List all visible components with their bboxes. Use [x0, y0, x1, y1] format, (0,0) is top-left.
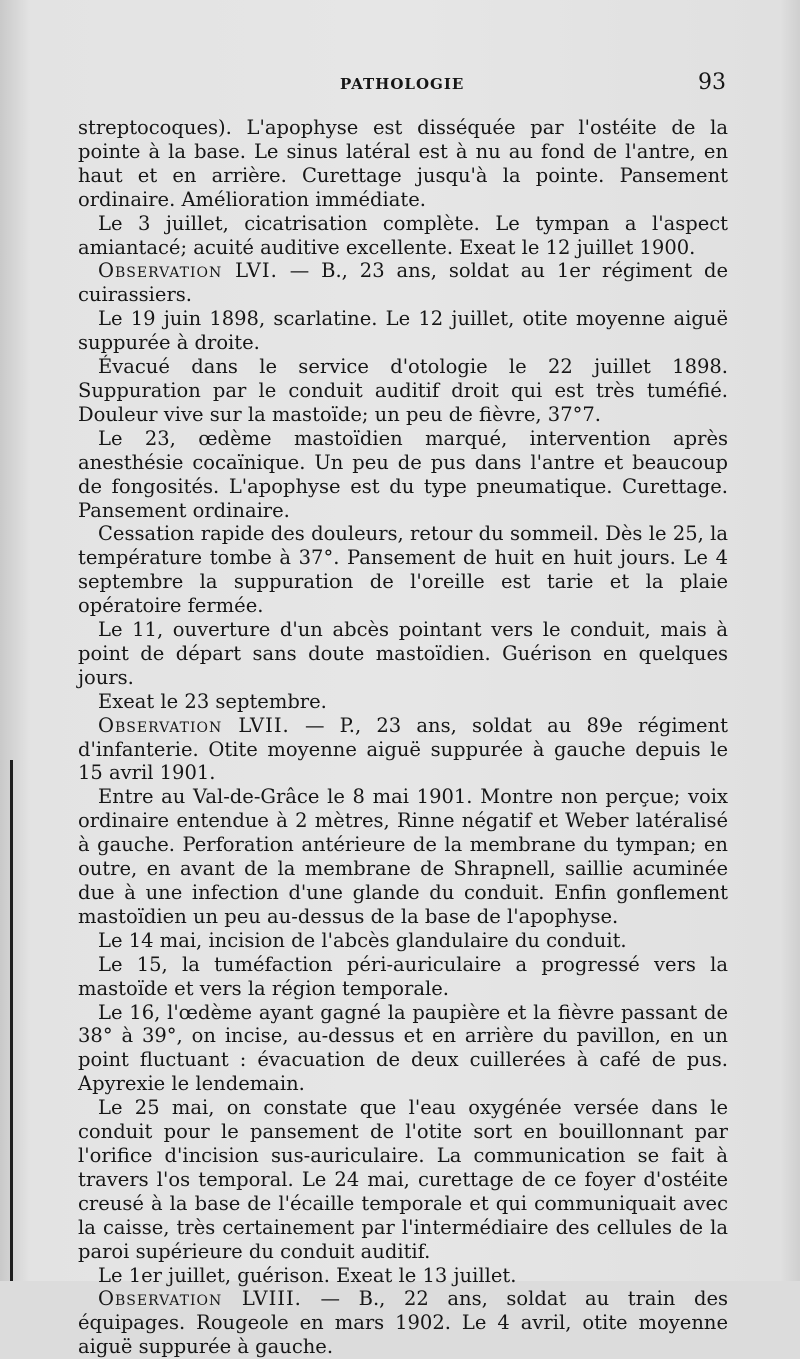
- paragraph: [78, 116, 728, 212]
- paragraph: [78, 785, 728, 928]
- paragraph: [78, 522, 728, 618]
- paragraph-text: Le 23, œdème mastoïdien marqué, intervention après anesthésie cocaïnique. Un peu de pus dans l'antre et beaucoup de fongosités. L'apophyse est du type pneumatique. Curettage. Pansement ordinaire.: [78, 426, 728, 522]
- paragraph-text: Évacué dans le service d'otologie le 22 juillet 1898. Suppuration par le conduit auditif droit qui est très tuméfié. Douleur vive sur la mastoïde; un peu de fièvre, 37°7.: [78, 355, 728, 426]
- observation-paragraph: [78, 259, 728, 307]
- paragraph: [78, 307, 728, 355]
- page-body: [78, 116, 728, 1359]
- page-number: 93: [698, 70, 726, 95]
- paragraph: [78, 1264, 728, 1288]
- paragraph: [78, 1096, 728, 1263]
- paragraph-text: Entre au Val-de-Grâce le 8 mai 1901. Montre non perçue; voix ordinaire entendue à 2 mètres, Rinne négatif et Weber latéralisé à gauche. Perforation antérieure de la membrane du tympan; en outre, en avant de la membrane de Shrapnell, saillie acuminée due à une infection d'une glande du conduit. Enfin gonflement mastoïdien un peu au-dessus de la base de l'apophyse.: [78, 785, 728, 928]
- paragraph-text: Le 25 mai, on constate que l'eau oxygénée versée dans le conduit pour le pansement de l'otite sort en bouillonnant par l'orifice d'incision sus-auriculaire. La communication se fait à travers l'os temporal. Le 24 mai, curettage de ce foyer d'ostéite creusé à la base de l'écaille temporale et qui communiquait avec la caisse, très certainement par l'intermédiaire des cellules de la paroi supérieure du conduit auditif.: [78, 1096, 728, 1263]
- observation-paragraph: [78, 714, 728, 786]
- paragraph: [78, 212, 728, 260]
- paragraph: [78, 953, 728, 1001]
- paragraph-text: Le 14 mai, incision de l'abcès glandulaire du conduit.: [98, 928, 627, 952]
- paragraph-text: Le 1er juillet, guérison. Exeat le 13 juillet.: [98, 1263, 517, 1287]
- page-edge-shadow: [10, 760, 13, 1281]
- observation-label: Observation LVI.: [98, 259, 278, 283]
- paragraph: [78, 929, 728, 953]
- observation-label: Observation LVII.: [98, 713, 290, 737]
- paragraph: [78, 618, 728, 690]
- paragraph: [78, 690, 728, 714]
- paragraph-text: streptocoques). L'apophyse est disséquée par l'ostéite de la pointe à la base. Le sinus latéral est à nu au fond de l'antre, en haut et en arrière. Curettage jusqu'à la pointe. Pansement ordinaire. Amélioration immédiate.: [78, 116, 728, 211]
- observation-paragraph: [78, 1287, 728, 1359]
- paragraph-text: Le 11, ouverture d'un abcès pointant vers le conduit, mais à point de départ sans doute mastoïdien. Guérison en quelques jours.: [78, 618, 728, 689]
- observation-label: Observation LVIII.: [98, 1287, 302, 1311]
- paragraph-text: — B., 23 ans, soldat au 1er régiment de cuirassiers.: [78, 259, 728, 307]
- paragraph-text: Exeat le 23 septembre.: [98, 689, 327, 713]
- paragraph: [78, 1001, 728, 1097]
- paragraph-text: Cessation rapide des douleurs, retour du sommeil. Dès le 25, la température tombe à 37°. Pansement de huit en huit jours. Le 4 septembre la suppuration de l'oreille est tarie et la plaie opératoire fermée.: [78, 522, 728, 618]
- paragraph-text: — P., 23 ans, soldat au 89e régiment d'infanterie. Otite moyenne aiguë suppurée à gauche depuis le 15 avril 1901.: [78, 713, 728, 785]
- paragraph-text: Le 3 juillet, cicatrisation complète. Le tympan a l'aspect amiantacé; acuité auditive excellente. Exeat le 12 juillet 1900.: [78, 211, 728, 259]
- paragraph-text: Le 19 juin 1898, scarlatine. Le 12 juillet, otite moyenne aiguë suppurée à droite.: [78, 307, 728, 355]
- page-header: [78, 70, 726, 100]
- paragraph: [78, 355, 728, 427]
- paragraph-text: Le 15, la tuméfaction péri-auriculaire a progressé vers la mastoïde et vers la région temporale.: [78, 952, 728, 1000]
- running-head: PATHOLOGIE: [340, 75, 465, 93]
- paragraph: [78, 427, 728, 523]
- paragraph-text: Le 16, l'œdème ayant gagné la paupière et la fièvre passant de 38° à 39°, on incise, au-dessus et en arrière du pavillon, en un point fluctuant : évacuation de deux cuillerées à café de pus. Apyrexie le lendemain.: [78, 1000, 728, 1096]
- paragraph-text: — B., 22 ans, soldat au train des équipages. Rougeole en mars 1902. Le 4 avril, otite moyenne aiguë suppurée à gauche.: [78, 1287, 728, 1359]
